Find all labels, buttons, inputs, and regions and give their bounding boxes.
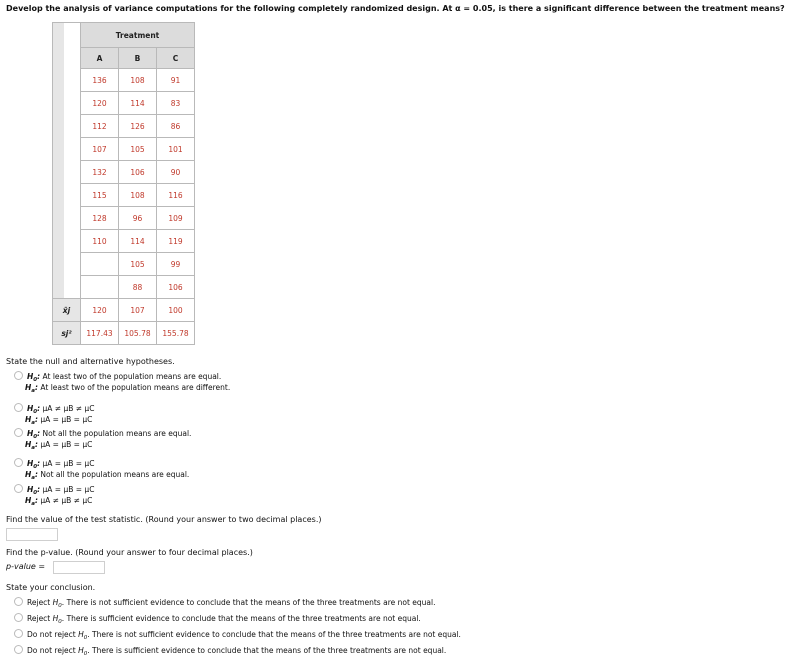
table-cell: 88 bbox=[119, 276, 157, 299]
radio-button[interactable] bbox=[14, 403, 23, 412]
question-text: Develop the analysis of variance computations for the following completely randomized design. At α = 0.05, is there a significant difference between the treatment means? bbox=[6, 4, 785, 13]
radio-button[interactable] bbox=[14, 645, 23, 654]
p-value-label: p-value = bbox=[6, 562, 46, 571]
hypothesis-option-3[interactable]: $H_0$: Not all the population means are equal. $H_a$: μA = μB = μC bbox=[14, 428, 191, 451]
table-stub bbox=[53, 23, 81, 299]
table-cell: 105 bbox=[119, 138, 157, 161]
column-header-c: C bbox=[157, 48, 195, 69]
table-cell: 108 bbox=[119, 69, 157, 92]
variance-row bbox=[53, 322, 195, 345]
mean-cell: 100 bbox=[157, 299, 195, 322]
test-statistic-prompt: Find the value of the test statistic. (Round your answer to two decimal places.) bbox=[6, 515, 322, 524]
table-cell: 128 bbox=[81, 207, 119, 230]
table-cell: 132 bbox=[81, 161, 119, 184]
radio-button[interactable] bbox=[14, 613, 23, 622]
radio-button[interactable] bbox=[14, 597, 23, 606]
variance-cell: 105.78 bbox=[119, 322, 157, 345]
conclusion-option-3[interactable]: Do not reject $H_0$. There is not sufficient evidence to conclude that the means of the three treatments are not equal. bbox=[14, 629, 461, 641]
table-cell: 136 bbox=[81, 69, 119, 92]
table-cell: 106 bbox=[119, 161, 157, 184]
table-cell bbox=[81, 253, 119, 276]
table-cell: 114 bbox=[119, 92, 157, 115]
hypotheses-prompt: State the null and alternative hypotheses. bbox=[6, 357, 175, 366]
mean-cell: 107 bbox=[119, 299, 157, 322]
table-cell: 112 bbox=[81, 115, 119, 138]
table-cell: 116 bbox=[157, 184, 195, 207]
p-value-prompt: Find the p-value. (Round your answer to four decimal places.) bbox=[6, 548, 253, 557]
hypothesis-option-2[interactable]: $H_0$: μA ≠ μB ≠ μC $H_a$: μA = μB = μC bbox=[14, 403, 94, 426]
data-table bbox=[52, 22, 195, 345]
variance-label: sj² bbox=[53, 322, 81, 345]
radio-button[interactable] bbox=[14, 629, 23, 638]
column-header-a: A bbox=[81, 48, 119, 69]
table-cell: 120 bbox=[81, 92, 119, 115]
treatment-header: Treatment bbox=[81, 23, 195, 48]
conclusion-option-4[interactable]: Do not reject $H_0$. There is sufficient evidence to conclude that the means of the three treatments are not equal. bbox=[14, 645, 446, 657]
hypothesis-option-5[interactable]: $H_0$: μA = μB = μC $H_a$: μA ≠ μB ≠ μC bbox=[14, 484, 94, 507]
conclusion-option-2[interactable]: Reject $H_0$. There is sufficient evidence to conclude that the means of the three treatments are not equal. bbox=[14, 613, 421, 625]
variance-cell: 155.78 bbox=[157, 322, 195, 345]
table-cell: 126 bbox=[119, 115, 157, 138]
table-cell: 114 bbox=[119, 230, 157, 253]
table-cell: 91 bbox=[157, 69, 195, 92]
table-cell: 101 bbox=[157, 138, 195, 161]
table-cell: 115 bbox=[81, 184, 119, 207]
table-cell: 90 bbox=[157, 161, 195, 184]
table-cell: 105 bbox=[119, 253, 157, 276]
radio-button[interactable] bbox=[14, 371, 23, 380]
table-cell: 96 bbox=[119, 207, 157, 230]
table-cell: 119 bbox=[157, 230, 195, 253]
radio-button[interactable] bbox=[14, 428, 23, 437]
means-row bbox=[53, 299, 195, 322]
table-cell: 110 bbox=[81, 230, 119, 253]
radio-button[interactable] bbox=[14, 458, 23, 467]
table-cell: 86 bbox=[157, 115, 195, 138]
hypothesis-option-4[interactable]: $H_0$: μA = μB = μC $H_a$: Not all the population means are equal. bbox=[14, 458, 189, 481]
table-cell: 107 bbox=[81, 138, 119, 161]
column-header-b: B bbox=[119, 48, 157, 69]
table-cell: 108 bbox=[119, 184, 157, 207]
test-statistic-input[interactable] bbox=[6, 528, 58, 541]
conclusion-option-1[interactable]: Reject $H_0$. There is not sufficient evidence to conclude that the means of the three treatments are not equal. bbox=[14, 597, 435, 609]
radio-button[interactable] bbox=[14, 484, 23, 493]
p-value-input[interactable] bbox=[53, 561, 105, 574]
table-cell bbox=[81, 276, 119, 299]
variance-cell: 117.43 bbox=[81, 322, 119, 345]
table-cell: 109 bbox=[157, 207, 195, 230]
table-cell: 106 bbox=[157, 276, 195, 299]
mean-label: x̄j bbox=[53, 299, 81, 322]
table-cell: 83 bbox=[157, 92, 195, 115]
table-cell: 99 bbox=[157, 253, 195, 276]
hypothesis-option-1[interactable]: $H_0$: At least two of the population means are equal. $H_a$: At least two of the population means are different. bbox=[14, 371, 230, 394]
mean-cell: 120 bbox=[81, 299, 119, 322]
conclusion-prompt: State your conclusion. bbox=[6, 583, 96, 592]
